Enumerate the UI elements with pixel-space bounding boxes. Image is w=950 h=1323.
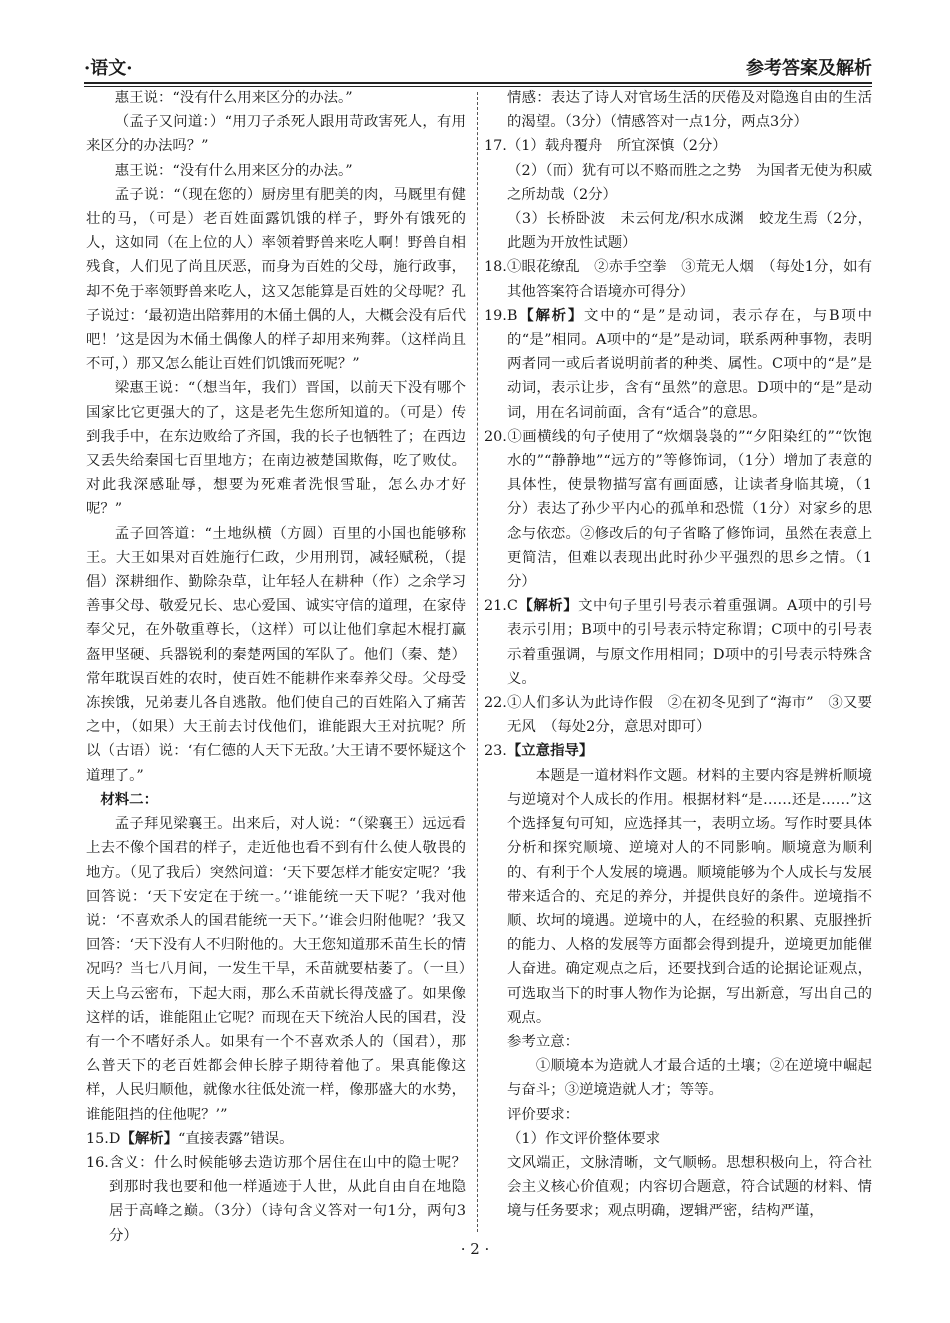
answer-23 [484,739,872,763]
question-number: 15.D [86,1130,121,1147]
page-header [84,50,872,80]
page-number: · 2 · [460,1240,490,1258]
answer-text: 文中的“是”是动词，表示存在，与B项中的“是”相同。A项中的“是”是动词，联系两种事物，表明两者同一或后者说明前者的种类、属性。C项中的“是”是动词，表示让步，含有“虽然”的意思。D项中的“是”是动词，用在名词前面，含有“适合”的意思。 [507,307,872,421]
document-title: 参考答案及解析 [746,58,872,79]
evaluation-item: （1）作文评价整体要求 [507,1130,661,1147]
paragraph: 文风端正，文脉清晰，文气顺畅。思想积极向上，符合社会主义核心价值观；内容切合题意，符合试题的材料、情境与任务要求；观点明确，逻辑严密，结构严谨， [507,1154,872,1220]
answer-text: 含义：什么时候能够去造访那个居住在山中的隐士呢？到那时我也要和他一样遁迹于人世，从此自由自在地隐居于高峰之巅。（3分）（诗句含义答对一句1分，两句3分） [108,1154,466,1244]
answer-18: 18.①眼花缭乱 ②赤手空拳 ③荒无人烟 （每处1分，如有其他答案符合语境亦可得分） [484,259,872,300]
paragraph: ①顺境本为造就人才最合适的土壤；②在逆境中崛起与奋斗；③逆境造就人才；等等。 [507,1058,872,1099]
answer-17-1: 17.（1）载舟覆舟 所宜深慎（2分） [484,138,727,155]
question-number: 21.C [484,598,518,615]
answer-17-3: （3）长桥卧波 未云何龙/积水成渊 蛟龙生焉（2分，此题为开放性试题） [507,211,872,252]
paragraph: 本题是一道材料作文题。材料的主要内容是辨析顺境与逆境对个人成长的作用。根据材料“是……还是……”这个选择复句可知，应选择其一，表明立场。写作时要具体分析和探究顺境、逆境对人的不同影响。顺境意为顺利的、有利于个人发展的境遇。顺境能够为个人成长与发展带来适合的、充足的养分，并提供良好的条件。逆境指不顺、坎坷的境遇。逆境中的人，在经验的积累、克服挫折的能力、人格的发展等方面都会得到提升，逆境更加能催人奋进。确定观点之后，还要找到合适的论据论证观点，可选取当下的时事人物作为论据，写出新意，写出自己的观点。 [507,767,872,1026]
answer-16 [86,1151,466,1248]
evaluation-label: 评价要求： [507,1106,579,1123]
answer-16-continued: 情感：表达了诗人对官场生活的厌倦及对隐逸自由的生活的渴望。（3分）（情感答对一点1分，两点3分） [507,90,872,131]
analysis-tag: 【解析】 [517,306,585,324]
answer-17-2: （2）（而）犹有可以不赂而胜之之势 为国者无使为积威之所劫哉（2分） [507,162,872,203]
analysis-tag: 【解析】 [120,1129,179,1147]
answer-20: 20.①画横线的句子使用了“炊烟袅袅的”“夕阳染红的”“饮饱水的”“静静地”“远方的”等修饰词，（1分）增加了表意的具体性，使景物描写富有画面感，让读者身临其境，（1分）表达了孙少平内心的孤单和恐慌（1分）对家乡的思念与依恋。②修改后的句子省略了修饰词，虽然在表意上更简洁，但难以表现出此时孙少平强烈的思乡之情。（1分） [484,428,872,591]
answer-22: 22.①人们多认为此诗作假 ②在初冬见到了“海市” ③又要无风 （每处2分，意思对即可） [484,695,872,736]
section-heading: 材料二： [100,790,158,808]
reference-label: 参考立意： [507,1033,579,1050]
question-number: 16. [86,1154,109,1171]
column-divider [477,92,478,1232]
header-rule [84,82,872,84]
left-column [86,86,466,1248]
guidance-tag: 【立意指导】 [506,742,594,760]
right-column [484,86,872,1224]
question-number: 23. [484,743,507,760]
answer-text: “直接表露”错误。 [178,1130,294,1147]
answer-19 [484,304,872,425]
answer-15 [86,1127,466,1151]
paragraph: 惠王说：“没有什么用来区分的办法。” [114,90,353,106]
paragraph: 孟子回答道：“土地纵横（方圆）百里的小国也能够称王。大王如果对百姓施行仁政，少用刑罚，减轻赋税，（提倡）深耕细作、勤除杂草，让年轻人在耕种（作）之余学习善事父母、敬爱兄长、忠心爱国、诚实守信的道理，在家侍奉父兄，在外敬重尊长，（这样）可以让他们拿起木棍打赢盔甲坚硬、兵器锐利的秦楚两国的军队了。他们（秦、楚）常年耽误百姓的农时，使百姓不能耕作来奉养父母。父母受冻挨饿，兄弟妻儿各自逃散。他们使自己的百姓陷入了痛苦之中，（如果）大王前去讨伐他们，谁能跟大王对抗呢？所以（古语）说：‘有仁德的人天下无敌。’大王请不要怀疑这个道理了。” [86,525,466,784]
paragraph: 惠王说：“没有什么用来区分的办法。” [114,162,353,179]
paragraph: 孟子说：“（现在您的）厨房里有肥美的肉，马厩里有健壮的马，（可是）老百姓面露饥饿的样子，野外有饿死的人，这如同（在上位的人）率领着野兽来吃人啊！野兽自相残食，人们见了尚且厌恶，而身为百姓的父母，施行政事，却不免于率领野兽来吃人，这又怎能算是百姓的父母呢？孔子说过：‘最初造出陪葬用的木俑土偶的人，大概会没有后代吧！’这是因为木俑土偶像人的样子却用来殉葬。（这样尚且不可，）那又怎么能让百姓们饥饿而死呢？” [86,186,466,373]
analysis-tag: 【解析】 [517,597,579,615]
answer-21 [484,594,872,691]
paragraph: 梁惠王说：“（想当年，我们）晋国，以前天下没有哪个国家比它更强大的了，这是老先生您所知道的。（可是）传到我手中，在东边败给了齐国，我的长子也牺牲了；在西边又丢失给秦国七百里地方；在南边被楚国欺侮，吃了败仗。对此我深感耻辱，想要为死难者洗恨雪耻，怎么办才好呢？” [86,380,466,518]
paragraph: （孟子又问道：）“用刀子杀死人跟用苛政害死人，有用来区分的办法吗？” [86,114,466,155]
subject-label: ·语文· [84,58,133,79]
paragraph: 孟子拜见梁襄王。出来后，对人说：“（梁襄王）远远看上去不像个国君的样子，走近他也看不到有什么使人敬畏的地方。（见了我后）突然问道：‘天下要怎样才能安定呢？’我回答说：‘天下安定在于统一。’‘谁能统一天下呢？’我对他说：‘不喜欢杀人的国君能统一天下。’‘谁会归附他呢？’我又回答：‘天下没有人不归附他的。大王您知道那禾苗生长的情况吗？当七八月间，一发生干旱，禾苗就要枯萎了。（一旦）天上乌云密布，下起大雨，那么禾苗就长得茂盛了。如果像这样的话，谁能阻止它呢？而现在天下统治人民的国君，没有一个不嗜好杀人。如果有一个不喜欢杀人的（国君），那么普天下的老百姓都会伸长脖子期待着他了。果真能像这样，人民归顺他，就像水往低处流一样，像那盛大的水势，谁能阻挡的住他呢？’” [86,816,466,1123]
answer-text: 文中句子里引号表示着重强调。A项中的引号表示引用；B项中的引号表示特定称谓；C项中的引号表示着重强调，与原文作用相同；D项中的引号表示特殊含义。 [507,598,872,687]
question-number: 19.B [484,307,518,324]
